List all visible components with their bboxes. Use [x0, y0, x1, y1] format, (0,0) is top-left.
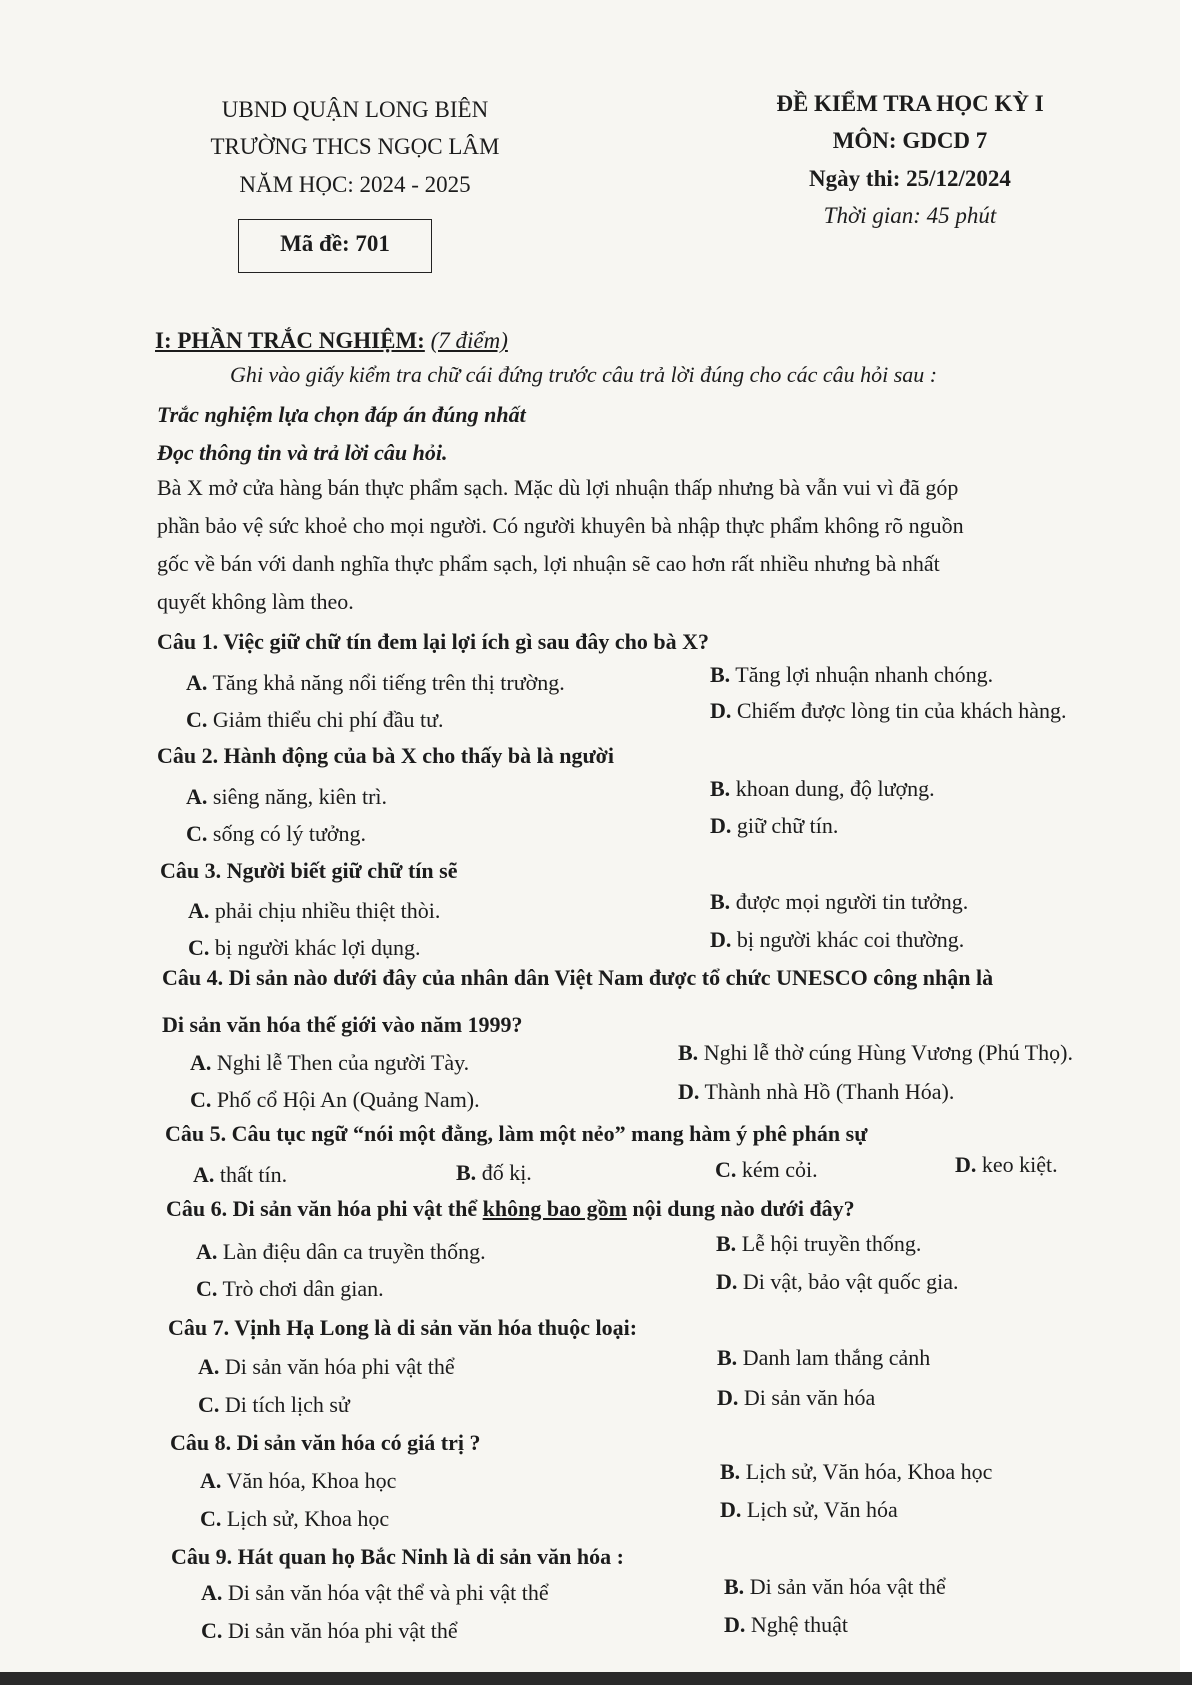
subheading-choice: Trắc nghiệm lựa chọn đáp án đúng nhất [157, 402, 526, 427]
option-4b: B. Nghi lễ thờ cúng Hùng Vương (Phú Thọ). [678, 1040, 1073, 1065]
option-6b: B. Lễ hội truyền thống. [716, 1231, 922, 1256]
page-edge-right [1180, 0, 1192, 1685]
option-9a: A. Di sản văn hóa vật thể và phi vật thể [201, 1580, 549, 1605]
option-6a: A. Làn điệu dân ca truyền thống. [196, 1239, 486, 1264]
section-heading [155, 328, 508, 354]
option-9c: C. Di sản văn hóa phi vật thể [201, 1618, 458, 1643]
question-8: Câu 8. Di sản văn hóa có giá trị ? [170, 1430, 481, 1455]
option-1d: D. Chiếm được lòng tin của khách hàng. [710, 698, 1067, 723]
question-4: Câu 4. Di sản nào dưới đây của nhân dân Việt Nam được tổ chức UNESCO công nhận là [162, 965, 994, 990]
option-7c: C. Di tích lịch sử [198, 1392, 350, 1417]
option-8d: D. Lịch sử, Văn hóa [720, 1497, 898, 1522]
option-3d: D. bị người khác coi thường. [710, 927, 965, 952]
option-9b: B. Di sản văn hóa vật thể [724, 1574, 946, 1599]
option-8c: C. Lịch sử, Khoa học [200, 1506, 390, 1531]
option-3b: B. được mọi người tin tưởng. [710, 889, 969, 914]
option-1c: C. Giảm thiểu chi phí đầu tư. [186, 707, 444, 732]
option-7a: A. Di sản văn hóa phi vật thể [198, 1354, 455, 1379]
question-2: Câu 2. Hành động của bà X cho thấy bà là người [157, 743, 614, 768]
option-1b: B. Tăng lợi nhuận nhanh chóng. [710, 662, 994, 687]
question-6-underline: không bao gồm [482, 1196, 627, 1221]
passage-line: quyết không làm theo. [157, 589, 354, 614]
school-year: NĂM HỌC: 2024 - 2025 [239, 172, 471, 197]
option-6c: C. Trò chơi dân gian. [196, 1276, 384, 1301]
question-7: Câu 7. Vịnh Hạ Long là di sản văn hóa thuộc loại: [168, 1315, 638, 1340]
option-9d: D. Nghệ thuật [724, 1612, 849, 1637]
passage-line: phần bảo vệ sức khoẻ cho mọi người. Có người khuyên bà nhập thực phẩm không rõ nguồn [157, 513, 964, 538]
passage-line: gốc về bán với danh nghĩa thực phẩm sạch, lợi nhuận sẽ cao hơn rất nhiều nhưng bà nhất [157, 551, 940, 576]
instruction: Ghi vào giấy kiểm tra chữ cái đứng trước câu trả lời đúng cho các câu hỏi sau : [230, 362, 938, 387]
option-2d: D. giữ chữ tín. [710, 813, 839, 838]
subheading-read: Đọc thông tin và trả lời câu hỏi. [157, 440, 448, 465]
question-3: Câu 3. Người biết giữ chữ tín sẽ [160, 858, 458, 883]
question-1: Câu 1. Việc giữ chữ tín đem lại lợi ích gì sau đây cho bà X? [157, 629, 709, 654]
option-4c: C. Phố cổ Hội An (Quảng Nam). [190, 1087, 480, 1112]
option-5d: D. keo kiệt. [955, 1152, 1058, 1177]
option-2b: B. khoan dung, độ lượng. [710, 776, 935, 801]
option-5b: B. đố kị. [456, 1160, 532, 1185]
section-title: I: PHẦN TRẮC NGHIỆM: [155, 328, 425, 353]
option-5a: A. thất tín. [193, 1162, 288, 1187]
option-1a: A. Tăng khả năng nổi tiếng trên thị trường. [186, 670, 565, 695]
district-name: UBND QUẬN LONG BIÊN [221, 97, 489, 122]
scan-edge-bottom [0, 1672, 1192, 1685]
option-7d: D. Di sản văn hóa [717, 1385, 876, 1410]
option-3c: C. bị người khác lợi dụng. [188, 935, 421, 960]
option-2a: A. siêng năng, kiên trì. [186, 784, 388, 809]
option-6d: D. Di vật, bảo vật quốc gia. [716, 1269, 959, 1294]
option-4a: A. Nghi lễ Then của người Tày. [190, 1050, 470, 1075]
school-name: TRƯỜNG THCS NGỌC LÂM [210, 134, 500, 159]
option-5c: C. kém cỏi. [715, 1157, 818, 1182]
option-7b: B. Danh lam thắng cảnh [717, 1345, 931, 1370]
section-points: (7 điểm) [430, 328, 508, 353]
exam-duration: Thời gian: 45 phút [823, 203, 997, 228]
exam-title: ĐỀ KIỂM TRA HỌC KỲ I [776, 91, 1044, 116]
question-5: Câu 5. Câu tục ngữ “nói một đằng, làm một nẻo” mang hàm ý phê phán sự [165, 1121, 868, 1146]
option-8a: A. Văn hóa, Khoa học [200, 1468, 397, 1493]
option-2c: C. sống có lý tưởng. [186, 821, 366, 846]
option-8b: B. Lịch sử, Văn hóa, Khoa học [720, 1459, 993, 1484]
question-6: Câu 6. Di sản văn hóa phi vật thể không bao gồm nội dung nào dưới đây? [166, 1196, 855, 1221]
question-9: Câu 9. Hát quan họ Bắc Ninh là di sản văn hóa : [171, 1544, 624, 1569]
option-3a: A. phải chịu nhiều thiệt thòi. [188, 898, 441, 923]
exam-date: Ngày thi: 25/12/2024 [809, 166, 1011, 191]
option-4d: D. Thành nhà Hồ (Thanh Hóa). [678, 1079, 955, 1104]
exam-code: Mã đề: 701 [280, 231, 390, 256]
passage-line: Bà X mở cửa hàng bán thực phẩm sạch. Mặc dù lợi nhuận thấp nhưng bà vẫn vui vì đã góp [157, 475, 959, 500]
question-4-cont: Di sản văn hóa thế giới vào năm 1999? [162, 1012, 523, 1037]
subject: MÔN: GDCD 7 [832, 128, 988, 153]
